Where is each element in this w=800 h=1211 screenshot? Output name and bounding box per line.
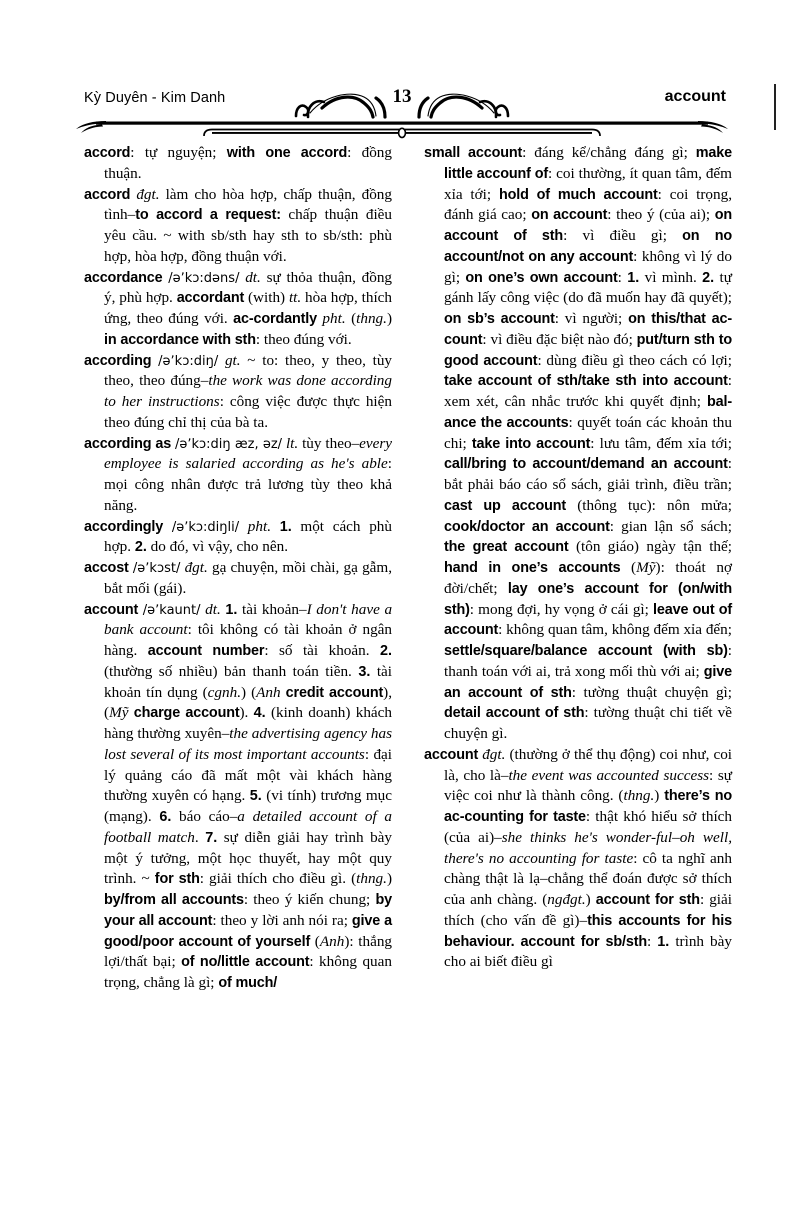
column-right [424, 143, 732, 973]
dictionary-entry: account đgt. (thường ở thể thụ động) coi như, coi là, cho là–the event was accounted success: sự việc coi như là thành công. (thng.) there’s no ac-counting for taste: thật khó hiểu sở thích (của ai)–she thinks he's wonder-ful–oh well, there's no accounting for taste: cô ta nghĩ anh chàng thật là lạ–chẳng thể đoán được sở thích của anh chàng. (ngđgt.) account for sth: giải thích (cho vấn đề gì)–this accounts for his behaviour. account for sb/sth: 1. trình bày cho ai biết điều gì [424, 745, 733, 971]
column-left [84, 143, 392, 994]
page-number: 13 [392, 86, 412, 107]
dictionary-entry: account /əʼkaunt/ dt. 1. tài khoản–I don't have a bank account: tôi không có tài khoản ở ngân hàng. account number: số tài khoản. 2. (thường số nhiều) bản thanh toán tiền. 3. tài khoản tín dụng (cgnh.) (Anh credit account), (Mỹ charge account). 4. (kinh doanh) khách hàng thường xuyên–the advertising agency has lost several of its most important accounts: đại lý quảng cáo đã mất một vài khách hàng thường xuyên có hạng. 5. (vi tính) trương mục (mạng). 6. báo cáo–a detailed account of a football match. 7. sự diễn giải hay trình bày một ý tưởng, một học thuyết, hay một quy trình. ~ for sth: giải thích cho điều gì. (thng.) by/from all accounts: theo ý kiến chung; by your all account: theo y lời anh nói ra; give a good/poor account of yourself (Anh): thắng lợi/thất bại; of no/little account: không quan trọng, chẳng là gì; of much/ [84, 600, 393, 991]
running-head-author: Kỳ Duyên - Kim Danh [84, 90, 226, 106]
dictionary-entry: accord đgt. làm cho hòa hợp, chấp thuận, đồng tình–to accord a request: chấp thuận điều yêu cầu. ~ with sb/sth hay sth to sb/sth: phù hợp, hòa hợp, đồng thuận với. [84, 185, 392, 265]
page-edge-mark [774, 84, 776, 130]
dictionary-entry: accord: tự nguyện; with one accord: đồng thuận. [84, 144, 392, 182]
dictionary-entry: accost /əʼkɔst/ đgt. gạ chuyện, mồi chài, gạ gẫm, bắt mối (gái). [84, 559, 393, 597]
dictionary-entry: according as /əʼkɔ:diŋ æz, əz/ lt. tùy theo–every employee is salaried according as he's able: mọi công nhân được trả lương tùy theo khả năng. [84, 434, 393, 514]
dictionary-entry: small account: đáng kể/chẳng đáng gì; make little accounf of: coi thường, ít quan tâm, đếm xỉa tới; hold of much account: coi trọng, đánh giá cao; on account: theo ý (của ai); on account of sth: vì điều gì; on no account/not on any account: không vì lý do gì; on one’s own account: 1. vì mình. 2. tự gánh lấy công việc (do đã muốn hay đã quyết); on sb’s account: vì người; on this/that ac-count: vì điều đặc biệt nào đó; put/turn sth to good account: dùng điều gì theo cách có lợi; take account of sth/take sth into account: xem xét, cân nhắc trước khi quyết định; bal-ance the accounts: quyết toán các khoản thu chi; take into account: lưu tâm, đếm xỉa tới; call/bring to account/demand an account: bắt phải báo cáo sổ sách, giải trình, điều trần; cast up account (thông tục): nôn mửa; cook/doctor an account: gian lận sổ sách; the great account (tôn giáo) ngày tận thế; hand in one’s accounts (Mỹ): thoát nợ đời/chết; lay one’s account for (on/with sth): mong đợi, hy vọng ở cái gì; leave out of account: không quan tâm, không đếm xỉa đến; settle/square/balance account (with sb): thanh toán với ai, trả xong mối thù với ai; give an account of sth: tường thuật chuyện gì; detail account of sth: tường thuật chi tiết về chuyện gì. [424, 144, 733, 742]
running-head-headword: account [664, 88, 726, 105]
dictionary-entry: accordance /əʼkɔ:dəns/ dt. sự thỏa thuận, đồng ý, phù hợp. accordant (with) tt. hòa hợp, thích ứng, theo đúng với. ac-cordantly pht. (thng.) in accordance with sth: theo đúng với. [84, 268, 393, 348]
header-divider-rule [72, 116, 732, 142]
columns-container [0, 143, 800, 1153]
dictionary-entry: accordingly /əʼkɔ:diŋli/ pht. 1. một cách phù hợp. 2. do đó, vì vậy, cho nên. [84, 517, 392, 556]
dictionary-entry: according /əʼkɔ:diŋ/ gt. ~ to: theo, y theo, tùy theo, theo đúng–the work was done according to her instructions: công việc được thực hiện theo đúng chỉ thị của bà ta. [84, 351, 393, 431]
